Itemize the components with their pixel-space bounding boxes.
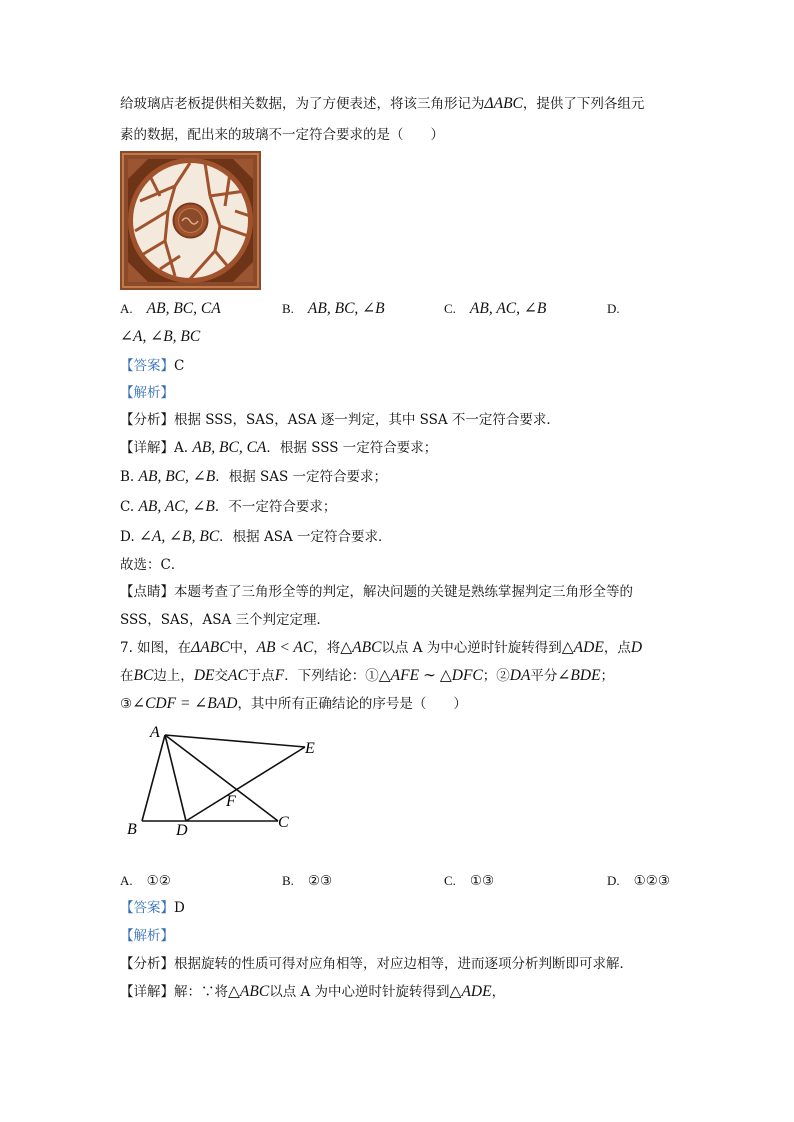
q6-option-a[interactable]: A. AB, BC, CA — [120, 300, 221, 317]
label-b: B — [127, 821, 137, 838]
label-a: A — [150, 724, 160, 741]
label-c: C — [278, 814, 289, 831]
wooden-window-image — [120, 151, 261, 290]
q7-analysis-label: 【解析】 — [120, 928, 174, 944]
intro-line-1: 给玻璃店老板提供相关数据，为了方便表述，将该三角形记为ΔABC，提供了下列各组元 — [120, 95, 645, 112]
q7-stem-line-2: 在BC边上，DE交AC于点F．下列结论：①△AFE ∼ △DFC；②DA平分∠BDE； — [120, 667, 615, 684]
q7-fenxi: 【分析】根据旋转的性质可得对应角相等，对应边相等，进而逐项分析判断即可求解． — [120, 956, 633, 972]
segment-ae — [165, 735, 305, 747]
q6-option-d-math: ∠A, ∠B, BC — [120, 328, 201, 345]
q7-stem-line-3: ③∠CDF = ∠BAD，其中所有正确结论的序号是（ ） — [120, 695, 467, 712]
segment-de — [186, 747, 305, 821]
q6-dianjing-line-2: SSS，SAS，ASA 三个判定定理． — [120, 612, 331, 628]
q7-option-d[interactable]: D. ①②③ — [607, 873, 670, 889]
q6-option-b[interactable]: B. AB, BC, ∠B — [282, 300, 385, 317]
q6-fenxi: 【分析】根据 SSS，SAS，ASA 逐一判定，其中 SSA 不一定符合要求． — [120, 412, 560, 428]
segment-ab — [142, 735, 165, 821]
label-f: F — [226, 793, 236, 810]
label-e: E — [305, 740, 315, 757]
q6-conclusion: 故选：C． — [120, 557, 185, 573]
q6-xiangjie-b: B. AB, BC, ∠B．根据 SAS 一定符合要求； — [120, 468, 388, 485]
triangle-rotation-figure — [120, 718, 340, 840]
q6-option-d[interactable]: D. — [607, 301, 620, 316]
q6-answer: 【答案】C — [120, 358, 185, 374]
label-d: D — [176, 822, 188, 839]
q6-xiangjie-c: C. AB, AC, ∠B．不一定符合要求； — [120, 498, 337, 515]
q7-option-b[interactable]: B. ②③ — [282, 873, 333, 889]
q7-option-c[interactable]: C. ①③ — [444, 873, 495, 889]
q6-option-c[interactable]: C. AB, AC, ∠B — [444, 300, 547, 317]
q7-stem-line-1: 7. 如图，在ΔABC中，AB < AC，将△ABC以点 A 为中心逆时针旋转得到△ADE，点D — [120, 639, 643, 656]
q7-answer: 【答案】D — [120, 900, 185, 916]
q6-xiangjie-a: 【详解】A. AB, BC, CA．根据 SSS 一定符合要求； — [120, 439, 438, 456]
segment-ac — [165, 735, 278, 821]
intro-line-2: 素的数据，配出来的玻璃不一定符合要求的是（ ） — [120, 127, 444, 143]
q7-xiangjie: 【详解】解：∵将△ABC以点 A 为中心逆时针旋转得到△ADE， — [120, 983, 506, 1000]
q6-xiangjie-d: D. ∠A, ∠B, BC．根据 ASA 一定符合要求． — [120, 528, 392, 545]
math-triangle-abc: ΔABC — [484, 95, 523, 112]
q6-dianjing-line-1: 【点睛】本题考查了三角形全等的判定，解决问题的关键是熟练掌握判定三角形全等的 — [120, 584, 633, 600]
q6-analysis-label: 【解析】 — [120, 385, 174, 401]
q7-option-a[interactable]: A. ①② — [120, 873, 171, 889]
